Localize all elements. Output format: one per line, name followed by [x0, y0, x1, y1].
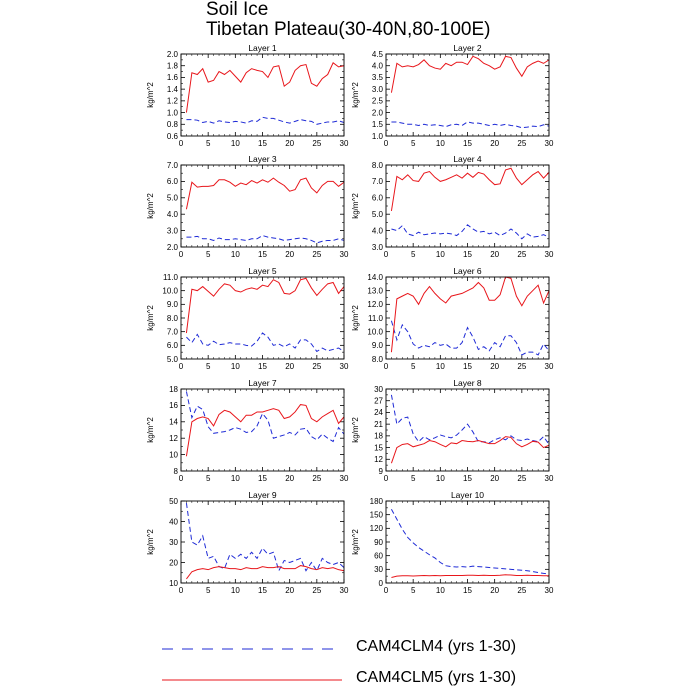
y-tick-label: 30 [374, 565, 383, 575]
x-tick-label: 20 [490, 474, 500, 483]
x-tick-label: 25 [312, 250, 322, 259]
x-tick-label: 0 [383, 139, 389, 148]
x-tick-label: 10 [230, 474, 240, 483]
panel-layer-4 [351, 154, 554, 259]
y-tick-label: 7.0 [371, 177, 383, 187]
x-tick-label: 10 [435, 250, 445, 259]
panel-layer-9 [146, 490, 349, 595]
y-tick-label: 5.0 [371, 210, 383, 219]
x-tick-label: 5 [205, 139, 211, 148]
panel-layer-7 [146, 378, 349, 483]
y-tick-label: 14.0 [367, 272, 383, 282]
x-tick-label: 25 [517, 586, 527, 595]
y-tick-label: 10.0 [162, 286, 178, 296]
chart-title: Soil Ice [206, 0, 269, 20]
y-tick-label: 9 [378, 466, 383, 476]
x-tick-label: 0 [383, 586, 389, 595]
panel-title-1: Layer 1 [248, 43, 277, 53]
y-axis-label-7: kg/m^2 [146, 417, 155, 443]
y-tick-label: 10.0 [367, 327, 383, 337]
x-tick-label: 25 [517, 474, 527, 483]
y-tick-label: 21 [374, 419, 383, 429]
series-line-clm5 [186, 178, 344, 209]
y-tick-label: 4.0 [166, 210, 178, 219]
y-tick-label: 6.0 [166, 177, 178, 187]
x-tick-label: 0 [383, 250, 389, 259]
x-tick-label: 15 [463, 474, 472, 483]
x-tick-label: 10 [230, 139, 240, 148]
series-line-clm4 [186, 117, 344, 124]
y-tick-label: 7.0 [166, 327, 178, 337]
x-tick-label: 30 [339, 362, 349, 371]
x-tick-label: 25 [312, 474, 322, 483]
series-line-clm5 [186, 566, 344, 579]
y-tick-label: 12 [374, 455, 383, 465]
x-tick-label: 30 [544, 586, 554, 595]
x-tick-label: 20 [285, 250, 295, 259]
y-tick-label: 30 [169, 537, 178, 547]
panel-layer-2 [351, 43, 554, 148]
x-tick-label: 10 [435, 474, 445, 483]
y-tick-label: 2.0 [166, 49, 178, 59]
panel-layer-8 [351, 378, 554, 483]
x-tick-label: 0 [178, 139, 184, 148]
y-tick-label: 3.0 [371, 84, 383, 94]
x-tick-label: 30 [544, 362, 554, 371]
x-tick-label: 25 [517, 139, 527, 148]
y-tick-label: 5.0 [166, 193, 178, 203]
y-tick-label: 8.0 [371, 160, 383, 170]
x-tick-label: 15 [463, 139, 472, 148]
panel-title-6: Layer 6 [453, 266, 482, 276]
y-tick-label: 3.5 [371, 73, 383, 83]
x-tick-label: 0 [178, 474, 184, 483]
y-tick-label: 2.0 [166, 242, 178, 252]
panel-title-10: Layer 10 [450, 490, 485, 500]
panel-title-7: Layer 7 [248, 378, 277, 388]
y-tick-label: 13.0 [367, 286, 383, 296]
y-tick-label: 1.5 [371, 120, 383, 130]
series-line-clm4 [186, 391, 344, 441]
y-axis-label-5: kg/m^2 [146, 305, 155, 331]
y-tick-label: 12 [169, 434, 178, 443]
series-line-clm5 [186, 405, 344, 457]
series-line-clm4 [391, 395, 549, 445]
x-tick-label: 0 [178, 586, 184, 595]
series-line-clm4 [391, 509, 549, 574]
x-tick-label: 0 [383, 474, 389, 483]
y-tick-label: 9.0 [371, 341, 383, 351]
y-tick-label: 4.5 [371, 49, 383, 59]
y-tick-label: 6.0 [166, 341, 178, 351]
x-tick-label: 15 [258, 362, 267, 371]
x-tick-label: 15 [258, 586, 267, 595]
x-tick-label: 5 [410, 586, 416, 595]
x-tick-label: 10 [435, 586, 445, 595]
x-tick-label: 5 [410, 250, 416, 259]
panel-layer-1 [146, 43, 349, 148]
panel-title-5: Layer 5 [248, 266, 277, 276]
y-tick-label: 11.0 [163, 272, 178, 282]
x-tick-label: 20 [490, 586, 500, 595]
y-tick-label: 4.0 [371, 226, 383, 236]
y-tick-label: 8 [173, 466, 178, 476]
y-tick-label: 1.0 [166, 108, 178, 118]
y-tick-label: 16 [169, 401, 178, 411]
x-tick-label: 5 [205, 586, 211, 595]
y-axis-label-8: kg/m^2 [351, 417, 360, 443]
x-tick-label: 20 [285, 586, 295, 595]
y-tick-label: 50 [169, 496, 178, 506]
x-tick-label: 20 [490, 250, 500, 259]
plot-frame [386, 389, 549, 471]
legend-label-clm4: CAM4CLM4 (yrs 1-30) [356, 638, 517, 655]
y-tick-label: 11.0 [368, 313, 383, 323]
y-tick-label: 1.0 [371, 131, 383, 141]
series-line-clm4 [186, 503, 344, 571]
y-tick-label: 150 [369, 510, 383, 520]
x-tick-label: 15 [463, 362, 472, 371]
x-tick-label: 0 [383, 362, 389, 371]
panel-title-4: Layer 4 [453, 154, 482, 164]
y-tick-label: 18 [374, 431, 383, 441]
x-tick-label: 5 [410, 474, 416, 483]
plot-frame [386, 501, 549, 583]
panel-title-3: Layer 3 [248, 154, 277, 164]
y-tick-label: 1.4 [166, 84, 178, 94]
y-tick-label: 10 [169, 450, 178, 460]
x-tick-label: 5 [205, 250, 211, 259]
x-tick-label: 5 [205, 362, 211, 371]
x-tick-label: 15 [463, 586, 472, 595]
x-tick-label: 10 [230, 586, 240, 595]
series-line-clm5 [391, 277, 549, 352]
x-tick-label: 10 [435, 139, 445, 148]
legend-label-clm5: CAM4CLM5 (yrs 1-30) [356, 669, 517, 686]
y-tick-label: 8.0 [371, 354, 383, 364]
x-tick-label: 30 [339, 139, 349, 148]
panel-layer-3 [146, 154, 349, 259]
x-tick-label: 0 [178, 362, 184, 371]
plot-frame [181, 501, 344, 583]
y-axis-label-2: kg/m^2 [351, 82, 360, 108]
y-tick-label: 60 [374, 551, 383, 561]
panel-layer-5 [146, 266, 349, 371]
series-line-clm5 [391, 56, 549, 92]
x-tick-label: 15 [258, 474, 267, 483]
y-tick-label: 0.6 [166, 131, 178, 141]
y-axis-label-9: kg/m^2 [146, 529, 155, 555]
y-tick-label: 18 [169, 384, 178, 394]
panel-layer-6 [351, 266, 554, 371]
y-tick-label: 10 [169, 578, 178, 588]
x-tick-label: 15 [258, 139, 267, 148]
y-tick-label: 1.2 [166, 96, 178, 106]
y-tick-label: 4.0 [371, 61, 383, 71]
y-axis-label-3: kg/m^2 [146, 193, 155, 219]
x-tick-label: 10 [230, 362, 240, 371]
x-tick-label: 20 [285, 139, 295, 148]
x-tick-label: 5 [410, 139, 416, 148]
y-tick-label: 9.0 [166, 300, 178, 310]
series-line-clm4 [186, 236, 344, 243]
y-tick-label: 12.0 [367, 300, 383, 310]
x-tick-label: 15 [463, 250, 472, 259]
x-tick-label: 5 [205, 474, 211, 483]
y-tick-label: 120 [369, 524, 383, 534]
plot-frame [181, 389, 344, 471]
series-line-clm4 [391, 321, 549, 355]
x-tick-label: 25 [517, 250, 527, 259]
series-line-clm5 [391, 168, 549, 211]
y-tick-label: 180 [369, 496, 383, 506]
plot-frame [386, 277, 549, 359]
y-tick-label: 2.5 [371, 96, 383, 106]
x-tick-label: 15 [258, 250, 267, 259]
y-tick-label: 2.0 [371, 108, 383, 118]
y-tick-label: 6.0 [371, 193, 383, 203]
panel-title-8: Layer 8 [453, 378, 482, 388]
x-tick-label: 25 [312, 139, 322, 148]
y-axis-label-10: kg/m^2 [351, 529, 360, 555]
x-tick-label: 20 [285, 474, 295, 483]
y-tick-label: 3.0 [371, 242, 383, 252]
series-line-clm4 [186, 333, 344, 351]
x-tick-label: 10 [230, 250, 240, 259]
y-tick-label: 14 [169, 417, 178, 427]
x-tick-label: 20 [490, 362, 500, 371]
y-tick-label: 24 [374, 408, 383, 418]
x-tick-label: 0 [178, 250, 184, 259]
x-tick-label: 30 [339, 474, 349, 483]
series-line-clm5 [391, 437, 549, 464]
x-tick-label: 20 [285, 362, 295, 371]
series-line-clm5 [186, 63, 344, 113]
y-tick-label: 0 [378, 578, 383, 588]
x-tick-label: 25 [312, 586, 322, 595]
y-tick-label: 0.8 [166, 120, 178, 130]
panel-title-2: Layer 2 [453, 43, 482, 53]
y-tick-label: 7.0 [166, 160, 178, 170]
y-tick-label: 1.6 [166, 73, 178, 83]
y-axis-label-6: kg/m^2 [351, 305, 360, 331]
x-tick-label: 5 [410, 362, 416, 371]
y-tick-label: 40 [169, 517, 178, 527]
y-tick-label: 1.8 [166, 61, 178, 71]
y-tick-label: 27 [374, 396, 383, 406]
series-line-clm4 [391, 122, 549, 128]
x-tick-label: 30 [544, 474, 554, 483]
y-axis-label-4: kg/m^2 [351, 193, 360, 219]
y-tick-label: 8.0 [166, 313, 178, 323]
panel-layer-10 [351, 490, 554, 595]
x-tick-label: 25 [517, 362, 527, 371]
y-tick-label: 15 [374, 443, 383, 453]
x-tick-label: 30 [339, 586, 349, 595]
plot-frame [181, 165, 344, 247]
x-tick-label: 30 [544, 139, 554, 148]
x-tick-label: 25 [312, 362, 322, 371]
y-tick-label: 20 [169, 558, 178, 568]
x-tick-label: 30 [544, 250, 554, 259]
y-tick-label: 3.0 [166, 226, 178, 236]
y-tick-label: 5.0 [166, 354, 178, 364]
x-tick-label: 30 [339, 250, 349, 259]
y-tick-label: 90 [374, 537, 383, 547]
x-tick-label: 20 [490, 139, 500, 148]
series-line-clm4 [391, 225, 549, 239]
panel-title-9: Layer 9 [248, 490, 277, 500]
y-tick-label: 30 [374, 384, 383, 394]
y-axis-label-1: kg/m^2 [146, 82, 155, 108]
series-line-clm5 [186, 278, 344, 333]
series-line-clm5 [391, 575, 549, 578]
x-tick-label: 10 [435, 362, 445, 371]
chart-subtitle: Tibetan Plateau(30-40N,80-100E) [206, 19, 491, 40]
